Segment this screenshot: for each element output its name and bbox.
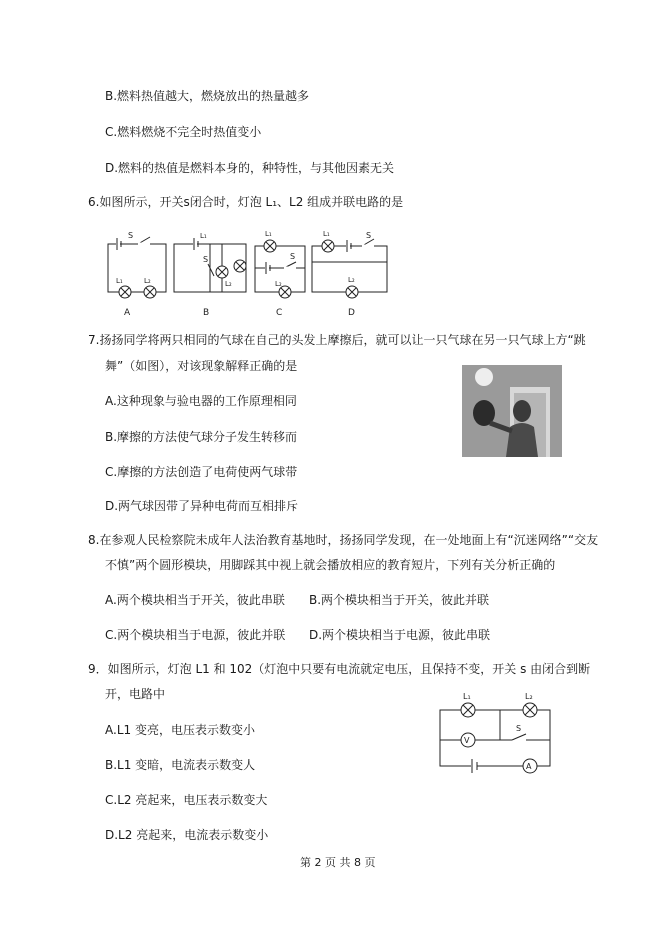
q6-circuit-figure: [100, 226, 400, 318]
q6-b-l2-label: L₂: [225, 280, 232, 288]
q9-option-d: D.L2 亮起来，电流表示数变小: [105, 828, 269, 842]
q9-option-b: B.L1 变暗，电流表示数变人: [105, 758, 256, 772]
q6-b-switch-label: S: [203, 255, 209, 264]
q5-option-d: D.燃料的热值是燃料本身的，种特性，与其他因素无关: [105, 161, 395, 175]
option-label-c: C: [276, 308, 283, 318]
q8-option-b: B.两个模块相当于开关，彼此并联: [309, 593, 490, 607]
q7-stem-line1: 7.扬扬同学将两只相同的气球在自己的头发上摩擦后，就可以让一只气球在另一只气球上方“跳: [88, 333, 586, 347]
q6-d-switch-label: S: [366, 231, 372, 240]
option-label-d: D: [348, 308, 355, 318]
q6-a-l2-label: L₂: [144, 277, 151, 285]
option-label-a: A: [124, 308, 131, 318]
q5-option-c: C.燃料燃烧不完全时热值变小: [105, 125, 262, 139]
circuit-b-diagram: [174, 238, 246, 292]
q7-option-d: D.两气球因带了异种电荷而互相排斥: [105, 499, 299, 513]
q8-option-a: A.两个模块相当于开关，彼此串联: [105, 593, 285, 607]
q7-option-c: C.摩擦的方法创造了电荷使两气球带: [105, 465, 298, 479]
q9-stem-line1: 9．如图所示，灯泡 L1 和 102（灯泡中只要有电流就定电压，且保持不变，开关 s 由闭合到断: [88, 662, 591, 676]
q9-switch-label: S: [516, 724, 522, 733]
option-label-b: B: [203, 308, 210, 318]
q6-a-l1-label: L₁: [116, 277, 123, 285]
q6-c-l2-label: L₂: [275, 280, 282, 288]
q6-a-switch-label: S: [128, 231, 134, 240]
q7-stem-line2: 舞”（如图），对该现象解释正确的是: [105, 359, 298, 373]
q8-stem-line1: 8.在参观人民检察院未成年人法治教育基地时，扬扬同学发现，在一处地面上有“沉迷网络”“交友: [88, 533, 599, 547]
q6-d-l2-label: L₂: [348, 276, 355, 284]
circuit-d-diagram: [312, 239, 387, 298]
q7-option-b: B.摩擦的方法使气球分子发生转移而: [105, 430, 298, 444]
balloon-photo: [462, 365, 562, 457]
q8-option-d: D.两个模块相当于电源，彼此串联: [309, 628, 491, 642]
q6-c-switch-label: S: [290, 252, 296, 261]
q8-option-c: C.两个模块相当于电源，彼此并联: [105, 628, 286, 642]
page-number: 第 2 页 共 8 页: [300, 856, 376, 869]
q6-b-l1-label: L₁: [200, 232, 207, 240]
q8-stem-line2: 不慎”两个圆形模块，用脚踩其中视上就会播放相应的教育短片，下列有关分析正确的: [105, 558, 556, 572]
q9-circuit-figure: [430, 690, 560, 780]
q9-option-a: A.L1 变亮，电压表示数变小: [105, 723, 255, 737]
q5-option-b: B.燃料热值越大，燃烧放出的热量越多: [105, 89, 310, 103]
q6-c-l1-label: L₁: [265, 230, 272, 238]
ammeter-icon: A: [526, 762, 532, 771]
q6-stem: 6.如图所示，开关s闭合时，灯泡 L₁、L2 组成并联电路的是: [88, 195, 404, 209]
q6-d-l1-label: L₁: [323, 230, 330, 238]
q9-l1-label: L₁: [463, 692, 471, 701]
circuit-c-diagram: [255, 240, 305, 298]
circuit-a-diagram: [108, 237, 166, 298]
q9-option-c: C.L2 亮起来，电压表示数变大: [105, 793, 268, 807]
q9-stem-line2: 开，电路中: [105, 687, 166, 701]
q7-option-a: A.这种现象与验电器的工作原理相同: [105, 394, 297, 408]
q9-l2-label: L₂: [525, 692, 533, 701]
voltmeter-icon: V: [464, 736, 470, 745]
